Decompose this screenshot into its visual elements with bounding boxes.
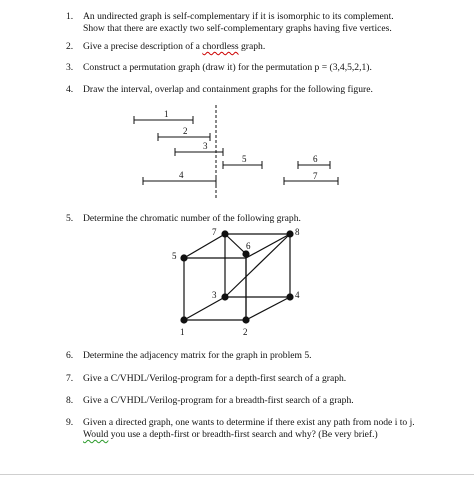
interval-label: 1 xyxy=(164,109,169,119)
graph-edge xyxy=(184,234,225,258)
vertex-3 xyxy=(221,293,228,300)
vertex-label: 5 xyxy=(172,251,177,261)
interval-label: 2 xyxy=(183,126,188,136)
graph-edge xyxy=(184,297,225,320)
question-number: 4. xyxy=(66,84,74,95)
spellcheck-marked-word: chordless xyxy=(202,41,239,52)
graph-edge xyxy=(246,297,290,320)
vertex-1 xyxy=(180,316,187,323)
question-number: 7. xyxy=(66,373,74,384)
question-text-line: Given a directed graph, one wants to determine if there exist any path from node i to j. xyxy=(83,417,415,428)
vertex-label: 6 xyxy=(246,241,251,251)
question-text-line: Show that there are exactly two self-complementary graphs having five vertices. xyxy=(83,23,392,34)
vertex-label: 7 xyxy=(212,227,217,237)
vertex-8 xyxy=(286,230,293,237)
question-text: Give a C/VHDL/Verilog-program for a breadth-first search of a graph. xyxy=(83,395,354,406)
question-number: 6. xyxy=(66,350,74,361)
interval-label: 6 xyxy=(313,154,318,164)
vertex-6 xyxy=(242,250,249,257)
question-number: 5. xyxy=(66,213,74,224)
question-number: 1. xyxy=(66,11,74,22)
question-text: graph. xyxy=(238,41,266,52)
vertex-label: 4 xyxy=(295,290,300,300)
graph-edge xyxy=(246,234,290,258)
vertex-label: 2 xyxy=(243,327,248,337)
question-number: 3. xyxy=(66,62,74,73)
question-number: 9. xyxy=(66,417,74,428)
interval-label: 4 xyxy=(179,170,184,180)
question-text: Construct a permutation graph (draw it) for the permutation p = (3,4,5,2,1). xyxy=(83,62,372,73)
vertex-label: 8 xyxy=(295,227,300,237)
vertex-label: 1 xyxy=(180,327,185,337)
question-text: you use a depth-first or breadth-first search and why? (Be very brief.) xyxy=(108,429,378,440)
question-text: Draw the interval, overlap and containment graphs for the following figure. xyxy=(83,84,373,95)
page-edge xyxy=(0,474,474,475)
question-text: Determine the chromatic number of the following graph. xyxy=(83,213,301,224)
interval-label: 5 xyxy=(242,154,247,164)
vertex-5 xyxy=(180,254,187,261)
question-text-line: An undirected graph is self-complementary if it is isomorphic to its complement. xyxy=(83,11,394,22)
vertex-4 xyxy=(286,293,293,300)
interval-label: 3 xyxy=(203,141,208,151)
question-number: 2. xyxy=(66,41,74,52)
interval-label: 7 xyxy=(313,171,318,181)
question-number: 8. xyxy=(66,395,74,406)
grammar-marked-word: Would xyxy=(83,429,109,440)
question-text: Give a C/VHDL/Verilog-program for a depth-first search of a graph. xyxy=(83,373,347,384)
graph-edge xyxy=(225,234,246,254)
question-text: Give a precise description of a xyxy=(83,41,203,52)
vertex-7 xyxy=(221,230,228,237)
vertex-2 xyxy=(242,316,249,323)
vertex-label: 3 xyxy=(212,290,217,300)
question-text: Determine the adjacency matrix for the graph in problem 5. xyxy=(83,350,312,361)
